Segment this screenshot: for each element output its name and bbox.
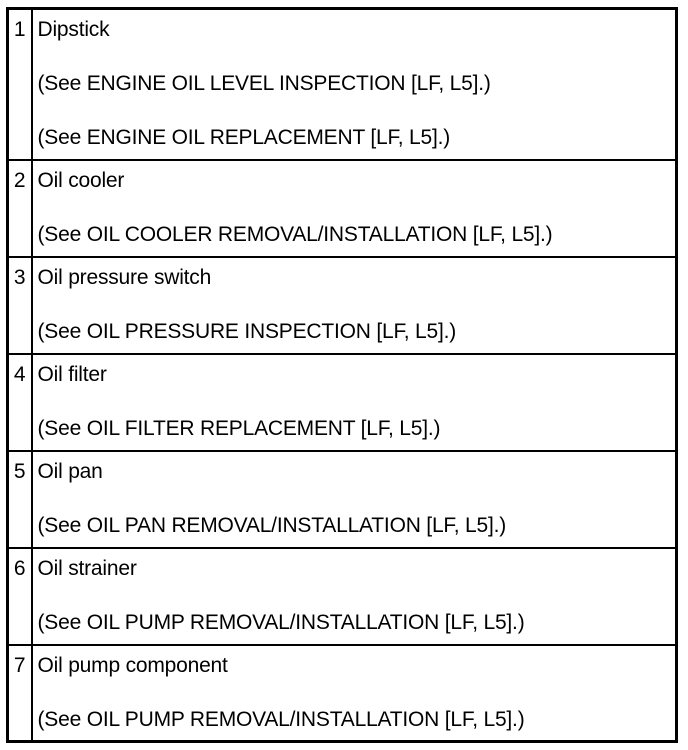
item-content (32, 354, 677, 451)
item-content (32, 645, 677, 742)
part-name: Oil filter (37, 362, 107, 386)
part-name: Oil strainer (37, 556, 137, 580)
table-row (8, 645, 677, 742)
item-number: 7 (8, 645, 32, 742)
item-number: 2 (8, 160, 32, 257)
part-name: Dipstick (37, 18, 110, 41)
part-name: Oil pump component (37, 653, 228, 677)
item-content (32, 160, 677, 257)
item-number: 3 (8, 257, 32, 354)
item-content (32, 451, 677, 548)
table-row (8, 548, 677, 645)
item-number: 4 (8, 354, 32, 451)
item-number: 1 (8, 9, 32, 160)
table-row (8, 354, 677, 451)
item-content (32, 9, 677, 160)
reference-link[interactable]: (See OIL FILTER REPLACEMENT [LF, L5].) (37, 416, 441, 440)
table-row (8, 257, 677, 354)
reference-link[interactable]: (See OIL PAN REMOVAL/INSTALLATION [LF, L5].) (37, 513, 507, 537)
part-name: Oil pressure switch (37, 265, 212, 289)
reference-link[interactable]: (See ENGINE OIL LEVEL INSPECTION [LF, L5].) (37, 72, 491, 95)
table-row (8, 9, 677, 160)
reference-link[interactable]: (See OIL COOLER REMOVAL/INSTALLATION [LF, L5].) (37, 222, 553, 246)
reference-link[interactable]: (See OIL PUMP REMOVAL/INSTALLATION [LF, L5].) (37, 707, 525, 731)
part-name: Oil pan (37, 459, 103, 483)
item-content (32, 548, 677, 645)
reference-link[interactable]: (See ENGINE OIL REPLACEMENT [LF, L5].) (37, 126, 451, 149)
reference-link[interactable]: (See OIL PRESSURE INSPECTION [LF, L5].) (37, 319, 457, 343)
table-row (8, 451, 677, 548)
item-content (32, 257, 677, 354)
item-number: 6 (8, 548, 32, 645)
parts-reference-table (6, 7, 678, 743)
item-number: 5 (8, 451, 32, 548)
table-row (8, 160, 677, 257)
reference-link[interactable]: (See OIL PUMP REMOVAL/INSTALLATION [LF, L5].) (37, 610, 525, 634)
part-name: Oil cooler (37, 168, 125, 192)
